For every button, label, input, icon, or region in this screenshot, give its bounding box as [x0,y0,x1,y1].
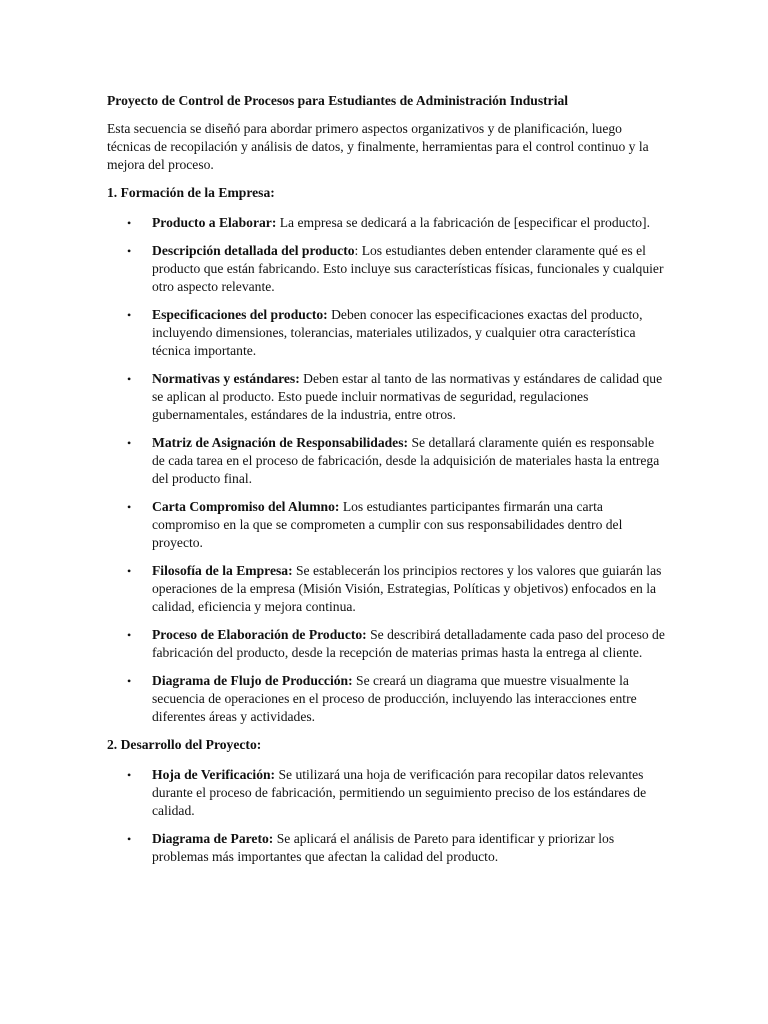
list-item [107,830,668,866]
item-term: Proceso de Elaboración de Producto: [152,627,367,642]
bullet-icon: • [127,768,132,782]
item-text: Se utilizará una hoja de verificación para recopilar datos relevantes durante el proceso de fabricación, permitiendo un seguimiento preciso de los estándares de calidad. [152,767,647,818]
item-term: Carta Compromiso del Alumno: [152,499,340,514]
item-text: Se describirá detalladamente cada paso del proceso de fabricación del producto, desde la recepción de materias primas hasta la entrega al cliente. [152,627,665,660]
bullet-icon: • [127,500,132,514]
bullet-list [107,214,668,726]
item-term: Especificaciones del producto: [152,307,328,322]
item-text: Se detallará claramente quién es responsable de cada tarea en el proceso de fabricación, desde la adquisición de materiales hasta la entrega del producto final. [152,435,660,486]
item-text: Se establecerán los principios rectores y los valores que guiarán las operaciones de la empresa (Misión Visión, Estrategias, Políticas y objetivos) enfocados en la calidad, eficiencia y mejora continua. [152,563,662,614]
list-item [107,214,668,232]
item-text: Deben conocer las especificaciones exactas del producto, incluyendo dimensiones, tolerancias, materiales utilizados, y cualquier otra característica técnica importante. [152,307,643,358]
section-heading: 2. Desarrollo del Proyecto: [107,737,262,752]
item-text: Se aplicará el análisis de Pareto para identificar y priorizar los problemas más importantes que afectan la calidad del producto. [152,831,615,864]
list-item [107,306,668,360]
item-term: Descripción detallada del producto [152,243,355,258]
bullet-icon: • [127,308,132,322]
list-item [107,370,668,424]
bullet-icon: • [127,628,132,642]
item-text: Deben estar al tanto de las normativas y estándares de calidad que se aplican al producto. Esto puede incluir normativas de seguridad, regulaciones gubernamentales, estándares de la industria, entre otros. [152,371,663,422]
section-heading: 1. Formación de la Empresa: [107,185,275,200]
item-text: La empresa se dedicará a la fabricación de [especificar el producto]. [276,215,650,230]
list-item [107,434,668,488]
intro-paragraph: Esta secuencia se diseñó para abordar primero aspectos organizativos y de planificación, luego técnicas de recopilación y análisis de datos, y finalmente, herramientas para el control continuo y la mejora del proceso. [107,121,649,172]
bullet-icon: • [127,372,132,386]
bullet-icon: • [127,674,132,688]
bullet-icon: • [127,436,132,450]
item-term: Diagrama de Pareto: [152,831,274,846]
bullet-icon: • [127,564,132,578]
section-formacion [107,184,668,726]
bullet-icon: • [127,832,132,846]
list-item [107,766,668,820]
bullet-icon: • [127,244,132,258]
item-term: Normativas y estándares: [152,371,300,386]
list-item [107,498,668,552]
item-text: Los estudiantes participantes firmarán una carta compromiso en la que se comprometen a cumplir con sus responsabilidades dentro del proyecto. [152,499,623,550]
list-item [107,626,668,662]
item-term: Producto a Elaborar: [152,215,277,230]
list-item [107,672,668,726]
list-item [107,562,668,616]
item-term: Filosofía de la Empresa: [152,563,293,578]
bullet-icon: • [127,216,132,230]
bullet-list [107,766,668,866]
item-term: Hoja de Verificación: [152,767,276,782]
section-desarrollo [107,736,668,866]
item-text: : Los estudiantes deben entender claramente qué es el producto que están fabricando. Esto incluye sus características físicas, funcionales y cualquier otro aspecto relevante. [152,243,664,294]
item-term: Diagrama de Flujo de Producción: [152,673,353,688]
item-text: Se creará un diagrama que muestre visualmente la secuencia de operaciones en el proceso de producción, incluyendo las interacciones entre diferentes áreas y actividades. [152,673,637,724]
document-title: Proyecto de Control de Procesos para Estudiantes de Administración Industrial [107,93,569,108]
list-item [107,242,668,296]
item-term: Matriz de Asignación de Responsabilidades: [152,435,409,450]
